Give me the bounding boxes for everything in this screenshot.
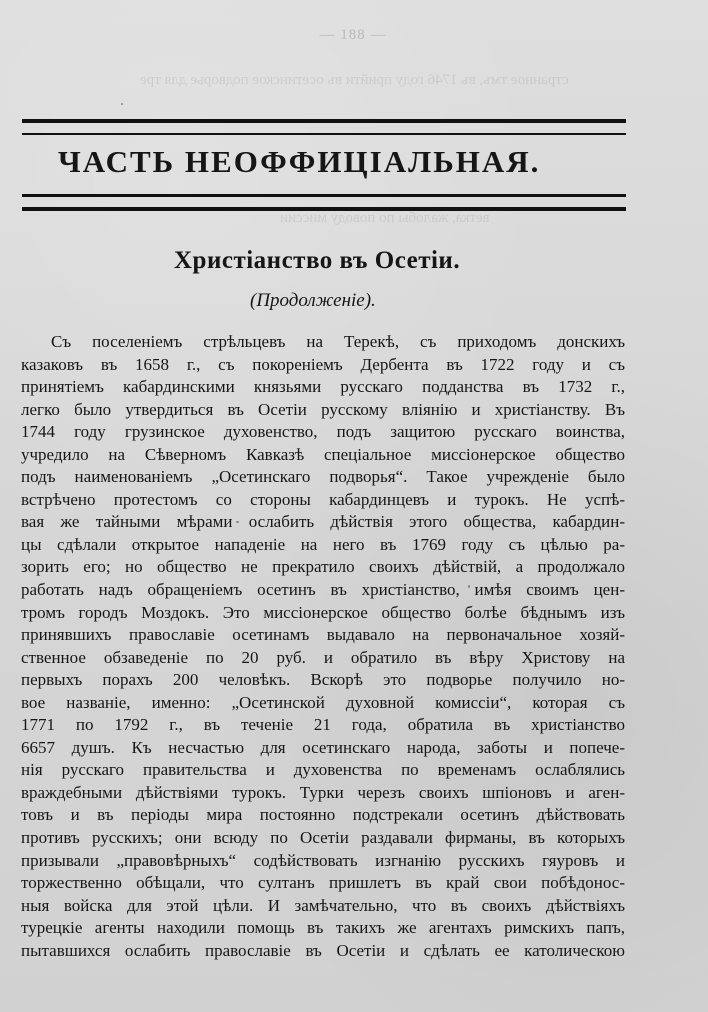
- body-line: пытавшихся ослабить православіе въ Осетіи и сдѣлать ее католическою: [21, 940, 625, 960]
- body-line: учредило на Сѣверномъ Кавказѣ спеціальное миссіонерское общество: [21, 444, 625, 464]
- body-line: нія русскаго правительства и духовенства по временамъ ослаблялись: [21, 760, 625, 780]
- body-line: 1771 по 1792 г., въ теченіе 21 года, обратила въ христіанство: [21, 715, 625, 735]
- bottom-double-rule: [22, 194, 626, 211]
- body-line: ныя войска для этой цѣли. И замѣчательно, что въ своихъ дѣйствіяхъ: [21, 895, 625, 915]
- body-line: встрѣчено протестомъ со стороны кабардинцевъ и турокъ. Не успѣ-: [21, 489, 625, 509]
- body-line: 6657 душъ. Къ несчастью для осетинскаго народа, заботы и попече-: [21, 737, 625, 757]
- body-line: принятіемъ кабардинскими князьями русскаго подданства въ 1732 г.,: [21, 377, 625, 397]
- continuation-note: (Продолженіе).: [250, 290, 376, 311]
- body-line: противъ русскихъ; они всюду по Осетіи раздавали фирманы, въ которыхъ: [21, 828, 625, 848]
- page-number: — 188 —: [319, 27, 387, 43]
- body-line: цы сдѣлали открытое нападеніе на него въ 1769 году съ цѣлью ра-: [21, 534, 625, 554]
- article-title: Христіанство въ Осетіи.: [174, 247, 461, 274]
- print-speck: [236, 521, 239, 523]
- body-line: первыхъ порахъ 200 человѣкъ. Вскорѣ это подворье получило но-: [21, 670, 625, 690]
- body-line: работать надъ обращеніемъ осетинъ въ христіанство, имѣя своимъ цен-: [21, 580, 625, 600]
- body-line: казаковъ въ 1658 г., съ покореніемъ Дербента въ 1722 году и съ: [21, 354, 625, 374]
- top-double-rule: [22, 119, 626, 135]
- body-line: торжественно обѣщали, что султанъ пришлетъ въ край свои побѣдонос-: [21, 873, 625, 893]
- body-line: вое названіе, именно: „Осетинской духовной комиссіи“, которая съ: [21, 692, 625, 712]
- body-line: товъ и въ періоды мира постоянно подстрекали осетинъ дѣйствовать: [21, 805, 625, 825]
- body-line: ственное обзаведеніе по 20 руб. и обратило въ вѣру Христову на: [21, 647, 625, 667]
- body-line: легко было утвердиться въ Осетіи русскому вліянію и христіанству. Въ: [21, 399, 625, 419]
- body-line: враждебными дѣйствіями турокъ. Турки черезъ своихъ шпіоновъ и аген-: [21, 782, 625, 802]
- bleed-through-text-top: странное тмъ, въ 1746 году прийти въ осетинское подворье для тре: [140, 72, 569, 88]
- body-line: принявшихъ православіе осетинамъ выдавало на первоначальное хозяй-: [21, 625, 625, 645]
- body-line: призывали „правовѣрныхъ“ содѣйствовать изгнанію русскихъ гяуровъ и: [21, 850, 625, 870]
- body-line: вая же тайными мѣрами ослабить дѣйствія этого общества, кабардин-: [21, 512, 625, 532]
- body-line: тромъ городъ Моздокъ. Это миссіонерское общество болѣе бѣднымъ изъ: [21, 602, 625, 622]
- body-line: подъ наименованіемъ „Осетинскаго подворья“. Такое учрежденіе было: [21, 467, 625, 487]
- bleed-through-text-middle: ветка, жалобы по поводу миссии: [280, 210, 490, 226]
- print-speck: [468, 585, 470, 588]
- body-line: 1744 году грузинское духовенство, подъ защитою русскаго воинства,: [21, 422, 625, 442]
- body-line: Съ поселеніемъ стрѣльцевъ на Терекѣ, съ приходомъ донскихъ: [51, 332, 625, 351]
- article-body: [21, 331, 625, 962]
- body-line: зорить его; но общество не прекратило своихъ дѣйствій, а продолжало: [21, 557, 625, 577]
- body-line: турецкіе агенты находили помощь въ такихъ же агентахъ римскихъ папъ,: [21, 918, 625, 938]
- section-title: ЧАСТЬ НЕОФФИЦІАЛЬНАЯ.: [58, 144, 541, 179]
- print-speck: [121, 103, 123, 105]
